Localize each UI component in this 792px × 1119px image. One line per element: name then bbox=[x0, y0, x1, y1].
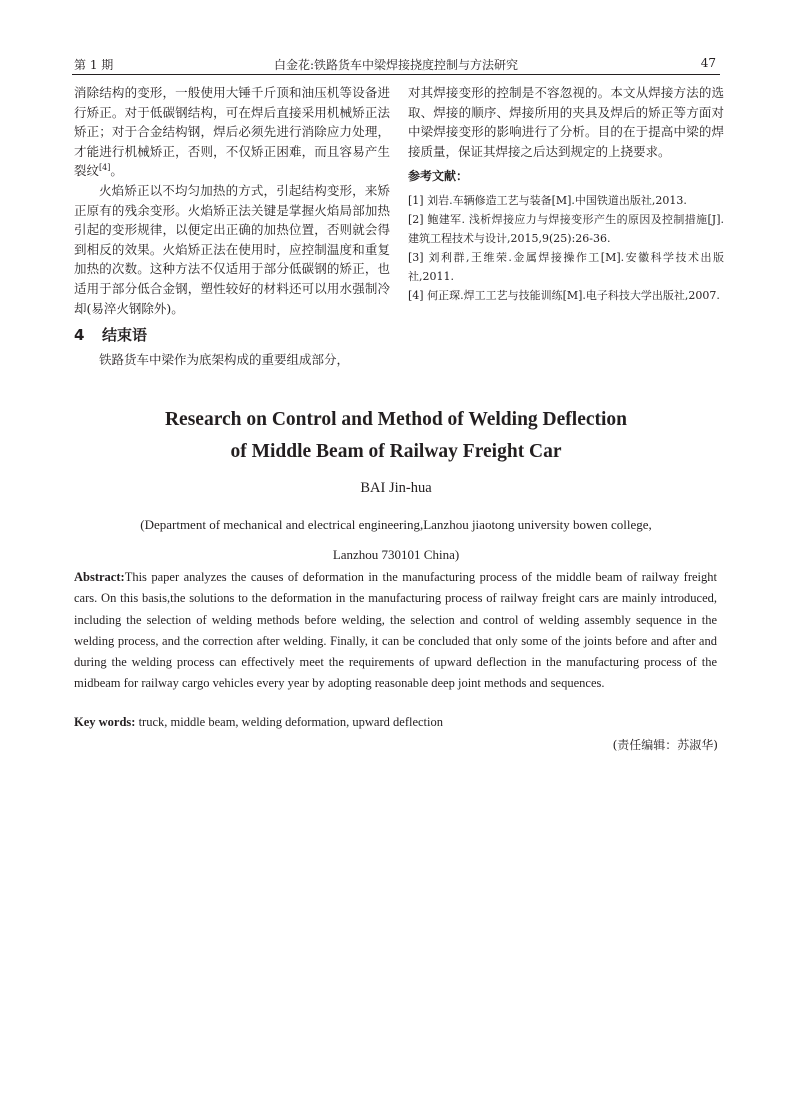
section-number: 4 bbox=[74, 326, 85, 345]
body-paragraph: 铁路货车中梁作为底架构成的重要组成部分， bbox=[99, 351, 350, 367]
body-paragraph: 火焰矫正以不均匀加热的方式，引起结构变形，来矫正原有的残余变形。火焰矫正法关键是掌握火焰局部加热引起的变形规律，以便定出正确的加热位置，否则就会得到相反的效果。火焰矫正法在使用时，应控制温度和重复加热的次数。这种方法不仅适用于部分低碳钢的矫正，也适用于部分低合金钢，塑性较好的材料还可以用水强制冷却(易淬火钢除外)。 bbox=[74, 182, 390, 316]
left-column bbox=[74, 83, 390, 369]
reference-item: [1] 刘岩.车辆修造工艺与装备[M].中国铁道出版社,2013. bbox=[408, 193, 687, 207]
running-title: 白金花:铁路货车中梁焊接挠度控制与方法研究 bbox=[273, 58, 519, 72]
citation-ref[interactable]: [4] bbox=[99, 163, 111, 173]
abstract-text: This paper analyzes the causes of deformation in the manufacturing process of the middle beam of railway freight cars. On this basis,the solutions to the deformation in the manufacturing process of railway freight cars are mainly introduced, including the selection of welding methods before welding, the selection and control of welding assembly sequence in the welding process, and the correction after welding. Finally, it can be concluded that only some of the joints before and after and during the welding process can effectively meet the requirements of upward deflection in the manufacturing process of the midbeam for railway cargo vehicles every year by adopting reasonable deep joint methods and sequences. bbox=[74, 570, 717, 691]
body-paragraph: 对其焊接变形的控制是不容忽视的。本文从焊接方法的选取、焊接的顺序、焊接所用的夹具及焊后的矫正等方面对中梁焊接变形的影响进行了分析。目的在于提高中梁的焊接质量，保证其焊接之后达到规定的上挠要求。 bbox=[408, 85, 724, 159]
section-heading bbox=[74, 326, 390, 346]
editor-note: (责任编辑：苏淑华) bbox=[612, 738, 718, 752]
reference-item: [3] 刘利群,王维荣.金属焊接操作工[M].安徽科学技术出版社,2011. bbox=[408, 250, 724, 283]
abstract bbox=[74, 567, 717, 695]
running-header bbox=[72, 52, 720, 75]
body-paragraph: 消除结构的变形，一般使用大锤千斤顶和油压机等设备进行矫正。对于低碳钢结构，可在焊后直接采用机械矫正法矫正；对于合金结构钢，焊后必须先进行消除应力处理，才能进行机械矫正，否则，不仅矫正困难，而且容易产生裂纹[4]。 bbox=[74, 85, 390, 179]
references-heading: 参考文献： bbox=[408, 169, 469, 184]
page-number: 47 bbox=[700, 56, 716, 70]
keywords-text: truck, middle beam, welding deformation, upward deflection bbox=[135, 715, 443, 729]
abstract-label: Abstract: bbox=[74, 570, 125, 584]
author-name: BAI Jin-hua bbox=[360, 480, 432, 496]
section-title: 结束语 bbox=[102, 326, 148, 345]
reference-item: [4] 何正琛.焊工工艺与技能训练[M].电子科技大学出版社,2007. bbox=[408, 288, 720, 302]
issue-number: 第 1 期 bbox=[74, 58, 114, 72]
keywords bbox=[74, 712, 717, 733]
reference-item: [2] 鲍建军. 浅析焊接应力与焊接变形产生的原因及控制措施[J].建筑工程技术与设计,2015,9(25):26-36. bbox=[408, 212, 724, 245]
english-title: Research on Control and Method of Welding Deflection of Middle Beam of Railway Freight Car bbox=[164, 409, 628, 462]
keywords-label: Key words: bbox=[74, 715, 136, 729]
right-column bbox=[408, 83, 724, 305]
affiliation: (Department of mechanical and electrical engineering,Lanzhou jiaotong university bowen college, Lanzhou 730101 China) bbox=[140, 517, 652, 562]
